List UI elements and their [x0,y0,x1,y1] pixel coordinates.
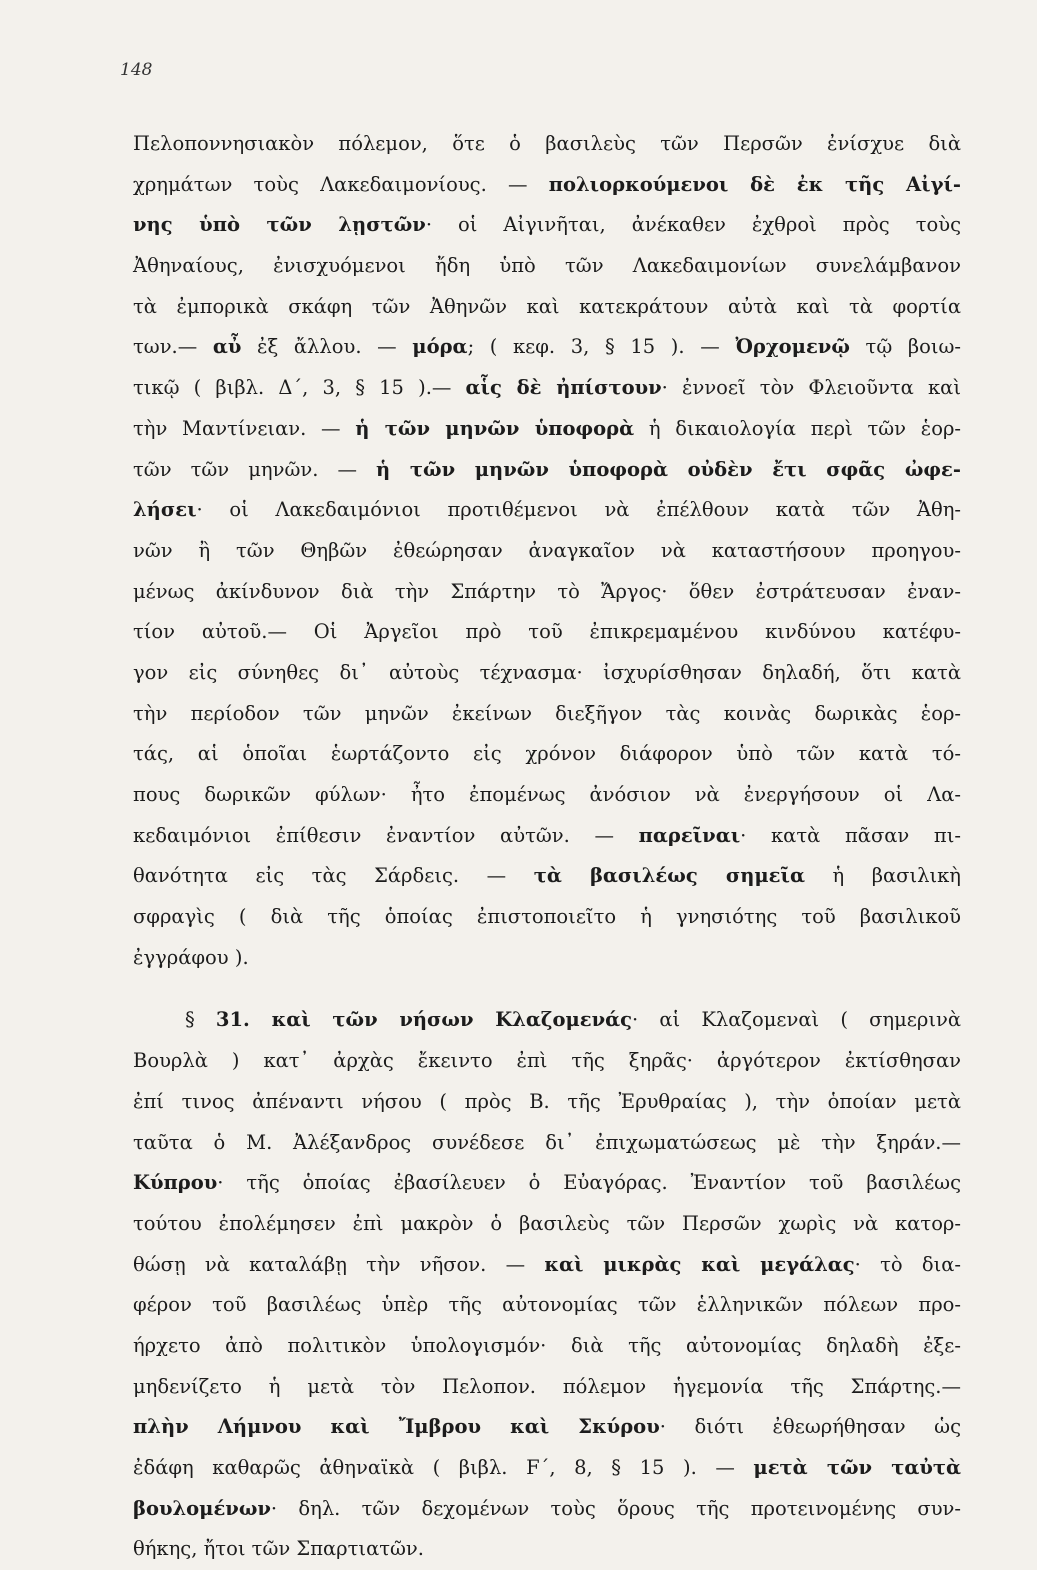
bold-lemma: Ὀρχομενῷ [735,335,850,359]
text-line [133,694,961,735]
text-run: χρημάτων τοὺς Λακεδαιμονίους. — [133,172,549,196]
text-line [133,246,961,287]
text-line [133,897,961,938]
bold-lemma: καὶ μικρὰς καὶ μεγάλας [544,1252,855,1276]
text-run: · τῆς ὁποίας ἐβασίλευεν ὁ Εὐαγόρας. Ἐναντίον τοῦ βασιλέως [217,1171,961,1195]
text-run: τὰ ἐμπορικὰ σκάφη τῶν Ἀθηνῶν καὶ κατεκράτουν αὐτὰ καὶ τὰ φορτία [133,294,961,318]
text-line [133,775,961,816]
text-run: θανότητα εἰς τὰς Σάρδεις. — [133,864,534,888]
text-run: · τὸ δια- [854,1252,961,1276]
text-line [133,1448,961,1489]
text-run: · κατὰ πᾶσαν πι- [740,823,961,847]
text-run: τῷ βοιω- [849,335,961,359]
bold-lemma: 31. καὶ τῶν νήσων Κλαζομενάς [215,1008,632,1032]
text-run: τούτου ἐπολέμησεν ἐπὶ μακρὸν ὁ βασιλεὺς τῶν Περσῶν χωρὶς νὰ κατορ- [133,1211,961,1235]
text-run: τὴν Μαντίνειαν. — [133,416,356,440]
text-line [133,1163,961,1204]
text-run: θήκης, ἤτοι τῶν Σπαρτιατῶν. [133,1537,424,1561]
text-run: ἡ δικαιολογία περὶ τῶν ἑορ- [634,416,961,440]
text-line [133,409,961,450]
text-line [133,938,961,979]
text-run: πους δωρικῶν φύλων· ἦτο ἐπομένως ἀνόσιον νὰ ἐνεργήσουν οἱ Λα- [133,783,961,806]
text-run: ἐξ ἄλλου. — [241,335,413,359]
text-line [133,653,961,694]
bold-lemma: ἡ τῶν μηνῶν ὑποφορὰ [355,416,635,440]
text-run: · αἱ Κλαζομεναὶ ( σημερινὰ [632,1008,961,1032]
text-run: τικῷ ( βιβλ. Δ΄, 3, § 15 ).— [133,376,466,400]
bold-lemma: μόρα [412,335,468,359]
text-run: ; ( κεφ. 3, § 15 ). — [467,335,736,359]
text-run: τῶν τῶν μηνῶν. — [133,457,377,481]
text-line [133,1489,961,1530]
text-line [133,124,961,165]
text-line [133,165,961,206]
bold-lemma: Κύπρου [133,1171,218,1195]
text-run: · ἐννοεῖ τὸν Φλειοῦντα καὶ [661,376,961,400]
text-run: · διότι ἐθεωρήθησαν ὡς [659,1415,961,1439]
text-line [133,1082,961,1123]
text-run: ταῦτα ὁ Μ. Ἀλέξανδρος συνέδεσε δι᾽ ἐπιχωματώσεως μὲ τὴν ξηράν.— [133,1130,961,1154]
text-run: Ἀθηναίους, ἐνισχυόμενοι ἤδη ὑπὸ τῶν Λακεδαιμονίων συνελάμβανον [133,254,961,278]
text-run: θώσῃ νὰ καταλάβῃ τὴν νῆσον. — [133,1252,545,1276]
text-run: τίον αὐτοῦ.— Οἱ Ἀργεῖοι πρὸ τοῦ ἐπικρεμαμένου κινδύνου κατέφυ- [133,620,961,644]
text-run: Βουρλὰ ) κατ᾽ ἀρχὰς ἔκειντο ἐπὶ τῆς ξηρᾶς· ἀργότερον ἐκτίσθησαν [133,1049,961,1073]
text-line [133,1367,961,1408]
text-run: νῶν ἢ τῶν Θηβῶν ἐθεώρησαν ἀναγκαῖον νὰ καταστήσουν προηγου- [133,538,961,562]
text-line [133,1123,961,1164]
text-run: φέρον τοῦ βασιλέως ὑπὲρ τῆς αὐτονομίας τῶν ἑλληνικῶν πόλεων προ- [133,1293,961,1317]
bold-lemma: πλὴν Λήμνου καὶ Ἴμβρου καὶ Σκύρου [133,1415,660,1439]
text-line [133,1245,961,1286]
text-run: τὴν περίοδον τῶν μηνῶν ἐκείνων διεξῆγον τὰς κοινὰς δωρικὰς ἑορ- [133,701,961,725]
text-run: · δηλ. τῶν δεχομένων τοὺς ὅρους τῆς προτεινομένης συν- [270,1496,961,1520]
text-run: μηδενίζετο ἡ μετὰ τὸν Πελοπον. πόλεμον ἡγεμονία τῆς Σπάρτης.— [133,1374,961,1398]
text-line [133,450,961,491]
bold-lemma: πολιορκούμενοι δὲ ἐκ τῆς Αἰγί- [548,172,961,196]
text-line [133,1326,961,1367]
text-line [133,612,961,653]
text-line [133,1041,961,1082]
paragraph-1 [133,124,961,978]
text-run: τάς, αἱ ὁποῖαι ἑωρτάζοντο εἰς χρόνον διάφορον ὑπὸ τῶν κατὰ τό- [133,742,961,766]
page-number: 148 [120,60,153,80]
text-run: ἐπί τινος ἀπέναντι νήσου ( πρὸς Β. τῆς Ἐρυθραίας ), τὴν ὁποίαν μετὰ [133,1089,961,1113]
bold-lemma: αἷς δὲ ἠπίστουν [465,376,662,400]
text-line [133,1407,961,1448]
text-line [133,287,961,328]
text-run: γον εἰς σύνηθες δι᾽ αὐτοὺς τέχνασμα· ἰσχυρίσθησαν δηλαδή, ὅτι κατὰ [133,660,961,684]
bold-lemma: μετὰ τῶν ταὐτὰ [753,1456,961,1479]
text-line [133,1204,961,1245]
text-line [133,734,961,775]
text-line [133,856,961,897]
text-line [133,327,961,368]
text-run: ήρχετο ἀπὸ πολιτικὸν ὑπολογισμόν· διὰ τῆς αὐτονομίας δηλαδὴ ἐξε- [133,1333,961,1357]
bold-lemma: ἡ τῶν μηνῶν ὑποφορὰ οὐδὲν ἔτι σφᾶς ὠφε- [376,457,961,481]
text-run: § [185,1008,216,1032]
text-line [133,531,961,572]
text-line [133,1285,961,1326]
text-run: σφραγὶς ( διὰ τῆς ὁποίας ἐπιστοποιεῖτο ἡ γνησιότης τοῦ βασιλικοῦ [133,905,961,929]
bold-lemma: αὖ [212,335,242,359]
text-run: ἡ βασιλικὴ [804,864,961,888]
text-line [133,205,961,246]
bold-lemma: παρεῖναι [638,823,741,847]
text-line [133,368,961,409]
text-run: ἐδάφη καθαρῶς ἀθηναϊκὰ ( βιβλ. F΄, 8, § 15 ). — [133,1456,754,1479]
paragraph-gap [133,978,961,1000]
bold-lemma: λήσει [133,498,197,522]
text-line [133,1529,961,1570]
paragraph-2 [133,1000,961,1570]
text-run: Πελοποννησιακὸν πόλεμον, ὅτε ὁ βασιλεὺς τῶν Περσῶν ἐνίσχυε διὰ [133,132,961,155]
text-run: κεδαιμόνιοι ἐπίθεσιν ἐναντίον αὐτῶν. — [133,823,639,847]
commentary-text [133,124,961,1570]
bold-lemma: νης ὑπὸ τῶν λῃστῶν [133,213,426,237]
text-run: μένως ἀκίνδυνον διὰ τὴν Σπάρτην τὸ Ἄργος· ὅθεν ἐστράτευσαν ἐναν- [133,579,961,603]
text-run: των.— [133,335,213,359]
bold-lemma: βουλομένων [133,1496,271,1520]
text-run: · οἱ Αἰγινῆται, ἀνέκαθεν ἐχθροὶ πρὸς τοὺς [425,213,962,237]
text-run: · οἱ Λακεδαιμόνιοι προτιθέμενοι νὰ ἐπέλθουν κατὰ τῶν Ἀθη- [196,498,961,522]
text-run: ἐγγράφου ). [133,945,249,969]
text-line [133,816,961,857]
bold-lemma: τὰ βασιλέως σημεῖα [533,864,805,888]
text-line [133,572,961,613]
text-line [133,490,961,531]
text-line [133,1000,961,1041]
